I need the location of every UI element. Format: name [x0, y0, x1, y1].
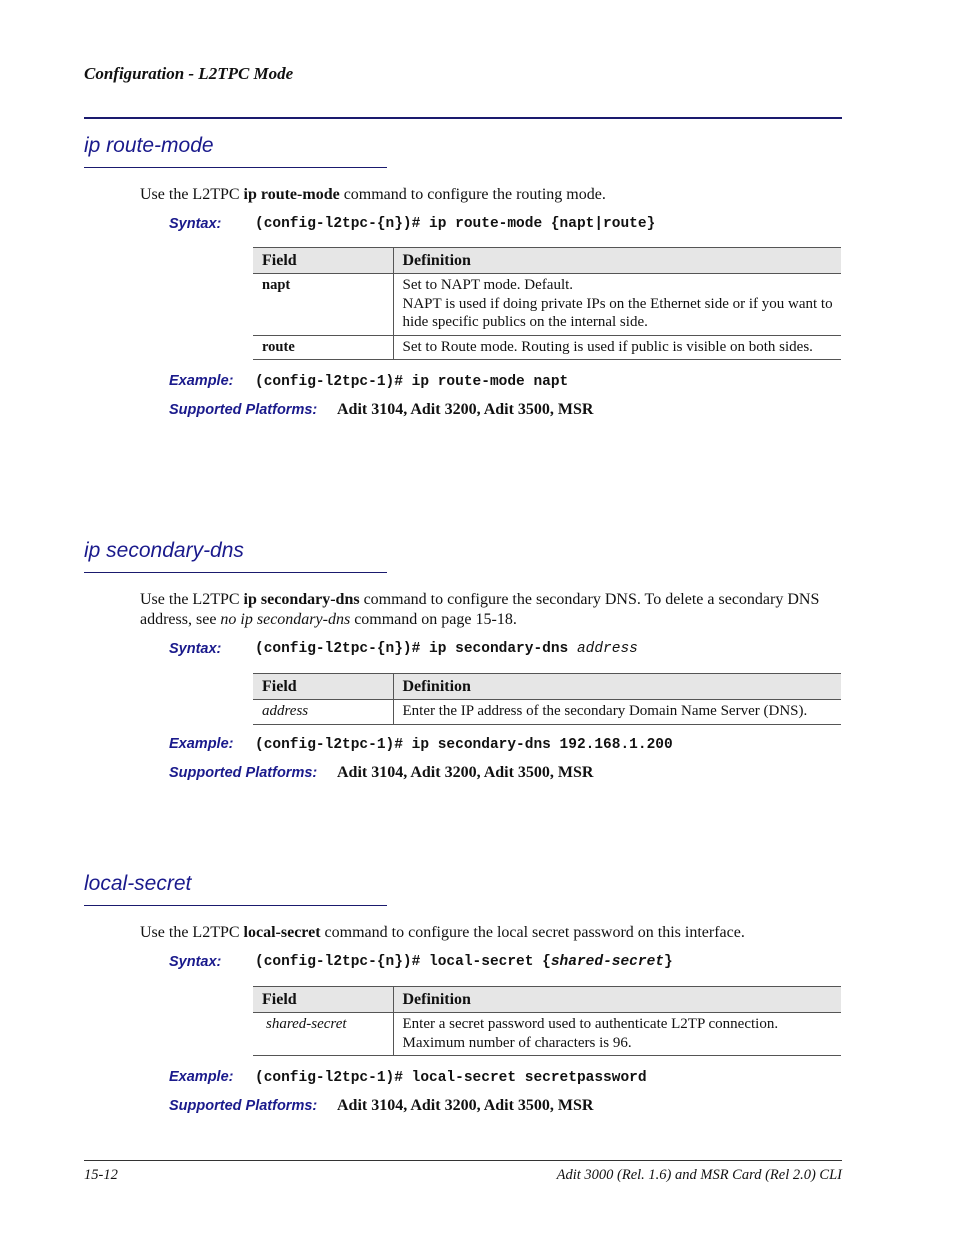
field-definition: [393, 1013, 841, 1056]
intro-paragraph: [140, 923, 840, 943]
definition-line: Enter a secret password used to authenticate L2TP connection.: [402, 1016, 779, 1032]
syntax-command: (config-l2tpc-{n})# local-secret {: [255, 954, 551, 970]
example-label: Example:: [169, 1069, 234, 1085]
field-definition: Enter the IP address of the secondary Domain Name Server (DNS).: [393, 700, 841, 725]
platforms-label: Supported Platforms:: [169, 402, 318, 418]
section-title: local-secret: [84, 872, 192, 895]
field-table: [253, 247, 841, 360]
syntax-close: }: [663, 954, 673, 970]
syntax-argument: shared-secret: [550, 954, 664, 970]
field-definition: [393, 274, 841, 336]
section-title: ip secondary-dns: [84, 539, 244, 562]
intro-text: command to configure the secondary DNS. To delete a secondary DNS address, see: [140, 591, 820, 628]
field-header: Field: [253, 674, 393, 700]
field-name: address: [253, 700, 393, 725]
intro-paragraph: [140, 590, 840, 630]
intro-text: command to configure the local secret password on this interface.: [320, 924, 745, 941]
table-header-row: [253, 674, 841, 700]
example-code: (config-l2tpc-1)# local-secret secretpassword: [255, 1070, 647, 1086]
platforms-label: Supported Platforms:: [169, 765, 318, 781]
definition-header: Definition: [393, 987, 841, 1013]
document-title: Adit 3000 (Rel. 1.6) and MSR Card (Rel 2.0) CLI: [556, 1167, 842, 1183]
intro-reference: no ip secondary-dns: [220, 611, 351, 628]
intro-text: Use the L2TPC: [140, 924, 244, 941]
table-row: [253, 700, 841, 725]
syntax-code: [255, 954, 673, 970]
field-name: route: [253, 335, 393, 360]
intro-paragraph: [140, 185, 840, 205]
section-rule: [84, 905, 387, 906]
example-label: Example:: [169, 373, 234, 389]
field-header: Field: [253, 248, 393, 274]
intro-command: ip route-mode: [243, 186, 340, 203]
example-code: (config-l2tpc-1)# ip secondary-dns 192.168.1.200: [255, 737, 673, 753]
definition-line: Maximum number of characters is 96.: [402, 1034, 632, 1051]
definition-line: NAPT is used if doing private IPs on the Ethernet side or if you want to hide specific publics on the internal side.: [402, 295, 833, 330]
example-code: (config-l2tpc-1)# ip route-mode napt: [255, 374, 569, 390]
field-definition: Set to Route mode. Routing is used if public is visible on both sides.: [393, 335, 841, 360]
footer-rule: [84, 1160, 842, 1161]
intro-command: local-secret: [243, 924, 321, 941]
syntax-command: (config-l2tpc-{n})# ip secondary-dns: [255, 641, 577, 657]
table-header-row: [253, 987, 841, 1013]
syntax-code: (config-l2tpc-{n})# ip route-mode {napt|route}: [255, 216, 656, 232]
page-number: 15-12: [84, 1167, 118, 1183]
table-row: [253, 1013, 841, 1056]
intro-text: Use the L2TPC: [140, 591, 244, 608]
example-label: Example:: [169, 736, 234, 752]
table-row: [253, 274, 841, 336]
intro-text: command on page 15-18.: [350, 611, 517, 628]
syntax-label: Syntax:: [169, 954, 222, 970]
syntax-argument: address: [576, 641, 638, 657]
intro-text: command to configure the routing mode.: [339, 186, 606, 203]
definition-header: Definition: [393, 248, 841, 274]
definition-header: Definition: [393, 674, 841, 700]
syntax-code: [255, 641, 638, 657]
definition-line: Set to NAPT mode. Default.: [402, 277, 574, 293]
running-header: Configuration - L2TPC Mode: [84, 64, 294, 83]
section-title: ip route-mode: [84, 134, 214, 157]
section-rule: [84, 167, 387, 168]
field-table: [253, 673, 841, 725]
field-name: napt: [253, 274, 393, 336]
field-name: shared-secret: [253, 1013, 393, 1056]
platforms-value: Adit 3104, Adit 3200, Adit 3500, MSR: [337, 1097, 594, 1114]
syntax-label: Syntax:: [169, 641, 222, 657]
field-table: [253, 986, 841, 1056]
platforms-value: Adit 3104, Adit 3200, Adit 3500, MSR: [337, 764, 594, 781]
intro-command: ip secondary-dns: [243, 591, 360, 608]
platforms-label: Supported Platforms:: [169, 1098, 318, 1114]
table-row: [253, 335, 841, 360]
syntax-label: Syntax:: [169, 216, 222, 232]
table-header-row: [253, 248, 841, 274]
section-rule: [84, 572, 387, 573]
platforms-value: Adit 3104, Adit 3200, Adit 3500, MSR: [337, 401, 594, 418]
header-rule: [84, 117, 842, 119]
field-header: Field: [253, 987, 393, 1013]
intro-text: Use the L2TPC: [140, 186, 244, 203]
